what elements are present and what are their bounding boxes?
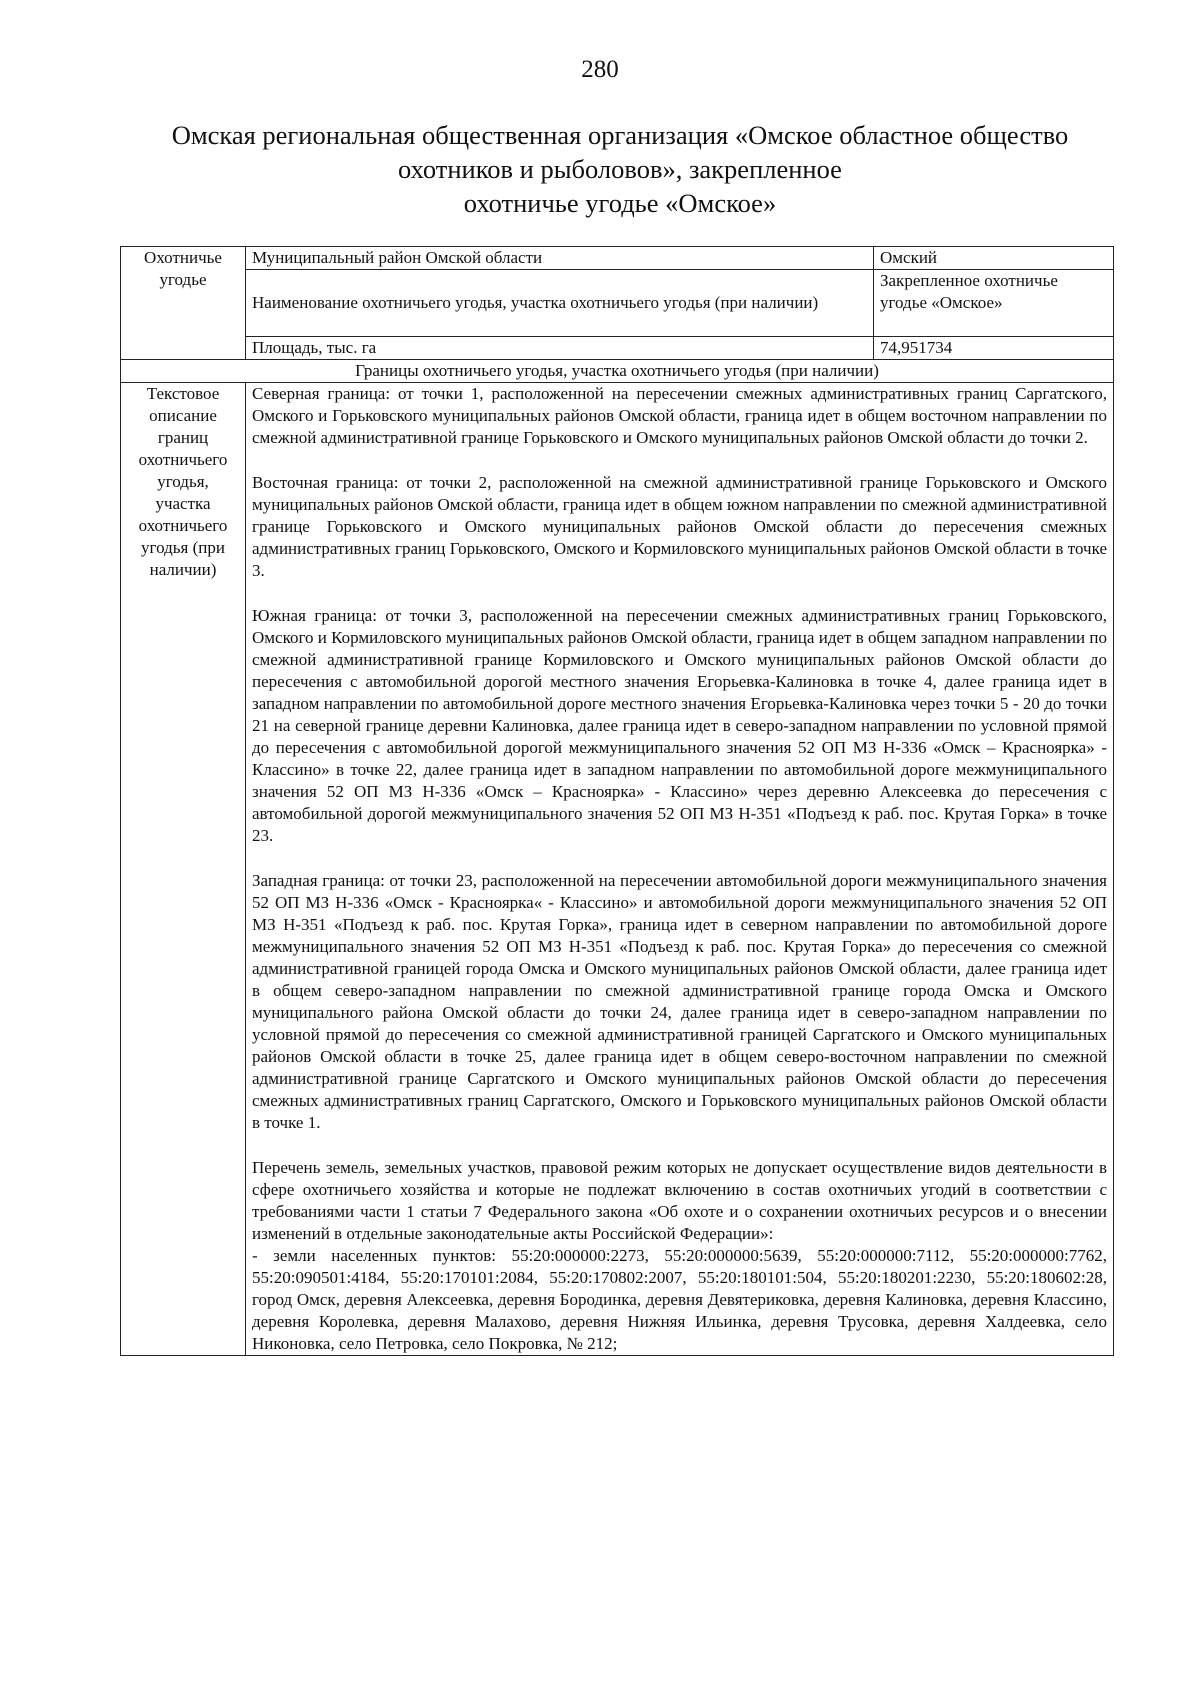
- boundary-description: [246, 383, 1114, 1356]
- hunting-ground-group-label: Охотничье угодье: [121, 247, 246, 360]
- area-label: Площадь, тыс. га: [246, 337, 874, 360]
- western-boundary-paragraph: Западная граница: от точки 23, расположенной на пересечении автомобильной дороги межмуниципального значения 52 ОП МЗ Н-336 «Омск - Красноярка« - Классино» и автомобильной дороги межмуниципального значения 52 ОП МЗ Н-351 «Подъезд к раб. пос. Крутая Горка», граница идет в северном направлении по автомобильной дороге межмуниципального значения 52 ОП МЗ Н-351 «Подъезд к раб. пос. Крутая Горка» до пересечения со смежной административной границей города Омска и Омского муниципальных районов Омской области, далее граница идет в общем северо-западном направлении по смежной административной границе города Омска и Омского муниципального района Омской области до точки 24, далее граница идет в северо-западном направлении по условной прямой до пересечения со смежной административной границей Саргатского и Омского муниципальных районов Омской области в точке 25, далее граница идет в общем северо-восточном направлении по смежной административной границе Саргатского и Омского муниципальных районов Омской области до пересечения смежных административных границ Саргатского, Омского и Горьковского муниципальных районов Омской области в точке 1.: [252, 871, 1107, 1132]
- boundaries-heading: Границы охотничьего угодья, участка охотничьего угодья (при наличии): [121, 360, 1114, 383]
- title-line: охотничье угодье «Омское»: [463, 188, 777, 218]
- municipal-district-label: Муниципальный район Омской области: [246, 247, 874, 270]
- title-line: Омская региональная общественная организация «Омское областное общество: [171, 120, 1069, 150]
- eastern-boundary-paragraph: Восточная граница: от точки 2, расположенной на смежной административной границе Горьковского и Омского муниципальных районов Омской области, граница идет в общем южном направлении по смежной административной границе Горьковского и Омского муниципальных районов Омской области до пересечения смежных административных границ Горьковского, Омского и Кормиловского муниципальных районов Омской области в точке 3.: [252, 473, 1107, 580]
- northern-boundary-paragraph: Северная граница: от точки 1, расположенной на пересечении смежных административных границ Саргатского, Омского и Горьковского муниципальных районов Омской области, граница идет в общем восточном направлении по смежной административной границе Горьковского и Омского муниципальных районов Омской области до точки 2.: [252, 384, 1107, 447]
- southern-boundary-paragraph: Южная граница: от точки 3, расположенной на пересечении смежных административных границ Горьковского, Омского и Кормиловского муниципальных районов Омской области, граница идет в общем западном направлении по смежной административной границе Кормиловского и Омского муниципальных районов Омской области до пересечения с автомобильной дорогой местного значения Егорьевка-Калиновка в точке 4, далее граница идет в западном направлении по автомобильной дороге местного значения Егорьевка-Калиновка через точки 5 - 20 до точки 21 на северной границе деревни Калиновка, далее граница идет в северо-западном направлении по условной прямой до пересечения с автомобильной дорогой межмуниципального значения 52 ОП МЗ Н-336 «Омск – Красноярка» - Классино» в точке 22, далее граница идет в западном направлении по автомобильной дороге межмуниципального значения 52 ОП МЗ Н-336 «Омск – Красноярка» - Классино» через деревню Алексеевка до пересечения с автомобильной дорогой межмуниципального значения 52 ОП МЗ Н-351 «Подъезд к раб. пос. Крутая Горка» в точке 23.: [252, 606, 1107, 845]
- excluded-lands-paragraph: Перечень земель, земельных участков, правовой режим которых не допускает осуществление видов деятельности в сфере охотничьего хозяйства и которые не подлежат включению в состав охотничьих угодий в соответствии с требованиями части 1 статьи 7 Федерального закона «Об охоте и о сохранении охотничьих ресурсов и о внесении изменений в отдельные законодательные акты Российской Федерации»: - земли населенных пунктов: 55:20:000000:2273, 55:20:000000:5639, 55:20:000000:7112, 55:20:000000:7762, 55:20:090501:4184, 55:20:170101:2084, 55:20:170802:2007, 55:20:180101:504, 55:20:180201:2230, 55:20:180602:28, город Омск, деревня Алексеевка, деревня Бородинка, деревня Девятериковка, деревня Калиновка, деревня Классино, деревня Королевка, деревня Малахово, деревня Нижняя Ильинка, деревня Трусовка, деревня Халдеевка, село Никоновка, село Петровка, село Покровка, № 212;: [252, 1158, 1107, 1353]
- ground-name-label: Наименование охотничьего угодья, участка охотничьего угодья (при наличии): [246, 270, 874, 337]
- ground-name-value: Закрепленное охотничье угодье «Омское»: [874, 270, 1114, 337]
- document-title: [120, 118, 1120, 220]
- title-line: охотников и рыболовов», закрепленное: [398, 154, 842, 184]
- area-value: 74,951734: [874, 337, 1114, 360]
- hunting-ground-table: [120, 246, 1114, 1356]
- page-number: 280: [581, 56, 619, 83]
- text-description-label: Текстовое описание границ охотничьего угодья, участка охотничьего угодья (при наличии): [121, 383, 246, 1356]
- municipal-district-value: Омский: [874, 247, 1114, 270]
